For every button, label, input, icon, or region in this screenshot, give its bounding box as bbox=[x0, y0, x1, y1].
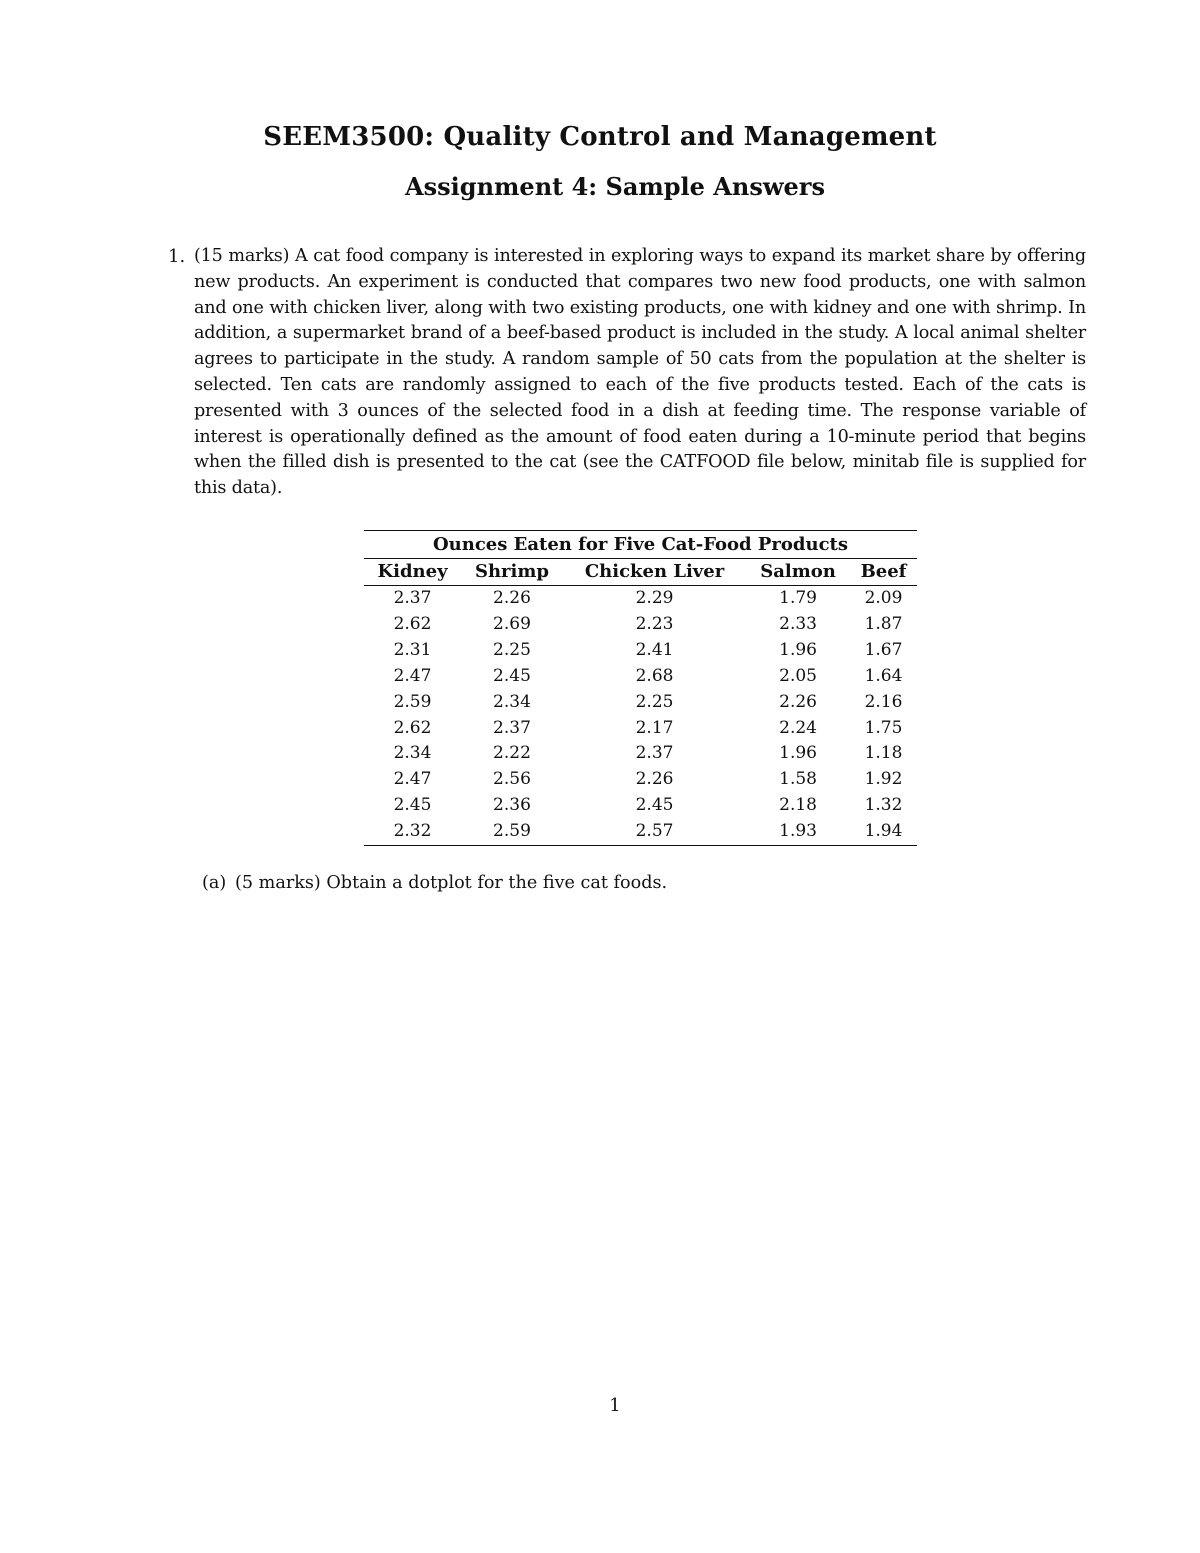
table-row bbox=[364, 741, 917, 767]
table-cell: 2.29 bbox=[635, 588, 674, 608]
table-cell: 2.25 bbox=[635, 691, 674, 712]
table-body bbox=[364, 586, 917, 846]
table-cell: 1.96 bbox=[779, 743, 817, 764]
table-cell: 1.18 bbox=[864, 743, 903, 764]
table-cell: 2.22 bbox=[493, 743, 531, 764]
table-row bbox=[364, 638, 917, 664]
table-cell: 2.18 bbox=[779, 795, 817, 816]
table-cell: 2.45 bbox=[635, 795, 674, 816]
header-shrimp: Shrimp bbox=[461, 559, 563, 586]
table-cell: 1.58 bbox=[779, 769, 817, 790]
table-cell: 2.05 bbox=[779, 665, 817, 686]
catfood-table-container bbox=[364, 530, 917, 846]
sub-question-a bbox=[202, 870, 667, 896]
table-cell: 2.62 bbox=[393, 717, 432, 738]
header-kidney: Kidney bbox=[364, 559, 461, 586]
document-subtitle: Assignment 4: Sample Answers bbox=[405, 172, 825, 201]
table-cell: 1.75 bbox=[864, 717, 903, 738]
table-caption: Ounces Eaten for Five Cat-Food Products bbox=[364, 530, 917, 559]
table-cell: 2.23 bbox=[635, 613, 674, 634]
table-row bbox=[364, 767, 917, 793]
table-cell: 2.56 bbox=[493, 769, 531, 790]
table-cell: 2.36 bbox=[493, 795, 531, 816]
sub-question-label: (a) bbox=[202, 873, 227, 893]
table-row bbox=[364, 690, 917, 716]
table-cell: 2.69 bbox=[493, 613, 531, 634]
table-cell: 1.96 bbox=[779, 639, 817, 660]
table-row bbox=[364, 793, 917, 819]
table-cell: 1.79 bbox=[779, 588, 817, 608]
table-cell: 2.33 bbox=[779, 613, 817, 634]
table-cell: 1.32 bbox=[864, 795, 903, 816]
table-cell: 1.67 bbox=[864, 639, 903, 660]
table-cell: 2.45 bbox=[393, 795, 432, 816]
table-cell: 2.32 bbox=[364, 819, 461, 845]
table-cell: 1.64 bbox=[864, 665, 903, 686]
table-row bbox=[364, 716, 917, 742]
table-cell: 1.92 bbox=[864, 769, 903, 790]
table-cell: 2.47 bbox=[393, 665, 432, 686]
header-beef: Beef bbox=[850, 559, 917, 586]
table-row bbox=[364, 612, 917, 638]
table-cell: 2.37 bbox=[393, 588, 432, 608]
header-chicken-liver: Chicken Liver bbox=[563, 559, 746, 586]
question-text: (15 marks) A cat food company is interested in exploring ways to expand its market share by offering new products. An experiment is conducted that compares two new food products, one with salmon and one with chicken liver, along with two existing products, one with kidney and one with shrimp. In addition, a supermarket brand of a beef-based product is included in the study. A local animal shelter agrees to participate in the study. A random sample of 50 cats from the population at the shelter is selected. Ten cats are randomly assigned to each of the five products tested. Each of the cats is presented with 3 ounces of the selected food in a dish at feeding time. The response variable of interest is operationally defined as the amount of food eaten during a 10-minute period that begins when the filled dish is presented to the cat (see the CATFOOD file below, minitab file is supplied for this data). bbox=[194, 246, 1086, 499]
table-header-row bbox=[364, 559, 917, 586]
header-salmon: Salmon bbox=[746, 559, 850, 586]
table-cell: 2.26 bbox=[493, 588, 531, 608]
table-cell: 2.24 bbox=[779, 717, 817, 738]
table-cell: 2.17 bbox=[635, 717, 674, 738]
table-cell: 2.59 bbox=[393, 691, 432, 712]
table-cell: 2.16 bbox=[864, 691, 903, 712]
table-cell: 2.62 bbox=[393, 613, 432, 634]
table-row bbox=[364, 664, 917, 690]
table-cell: 2.45 bbox=[493, 665, 531, 686]
table-cell: 2.41 bbox=[635, 639, 674, 660]
question-number: 1. bbox=[168, 246, 186, 267]
page-number: 1 bbox=[609, 1395, 621, 1416]
table-cell: 2.31 bbox=[393, 639, 432, 660]
catfood-table bbox=[364, 530, 917, 846]
table-cell: 2.34 bbox=[493, 691, 531, 712]
table-cell: 2.68 bbox=[635, 665, 674, 686]
table-cell: 1.94 bbox=[850, 819, 917, 845]
table-cell: 1.93 bbox=[746, 819, 850, 845]
table-cell: 2.59 bbox=[461, 819, 563, 845]
document-title: SEEM3500: Quality Control and Management bbox=[263, 122, 937, 152]
table-cell: 2.25 bbox=[493, 639, 531, 660]
table-cell: 2.26 bbox=[635, 769, 674, 790]
table-cell: 2.09 bbox=[864, 588, 903, 608]
table-cell: 2.57 bbox=[563, 819, 746, 845]
table-cell: 2.37 bbox=[635, 743, 674, 764]
table-cell: 2.26 bbox=[779, 691, 817, 712]
table-cell: 2.37 bbox=[493, 717, 531, 738]
table-row bbox=[364, 586, 917, 612]
table-cell: 2.34 bbox=[393, 743, 432, 764]
table-cell: 1.87 bbox=[864, 613, 903, 634]
table-cell: 2.47 bbox=[393, 769, 432, 790]
table-row bbox=[364, 819, 917, 845]
sub-question-text: (5 marks) Obtain a dotplot for the five cat foods. bbox=[235, 873, 668, 893]
